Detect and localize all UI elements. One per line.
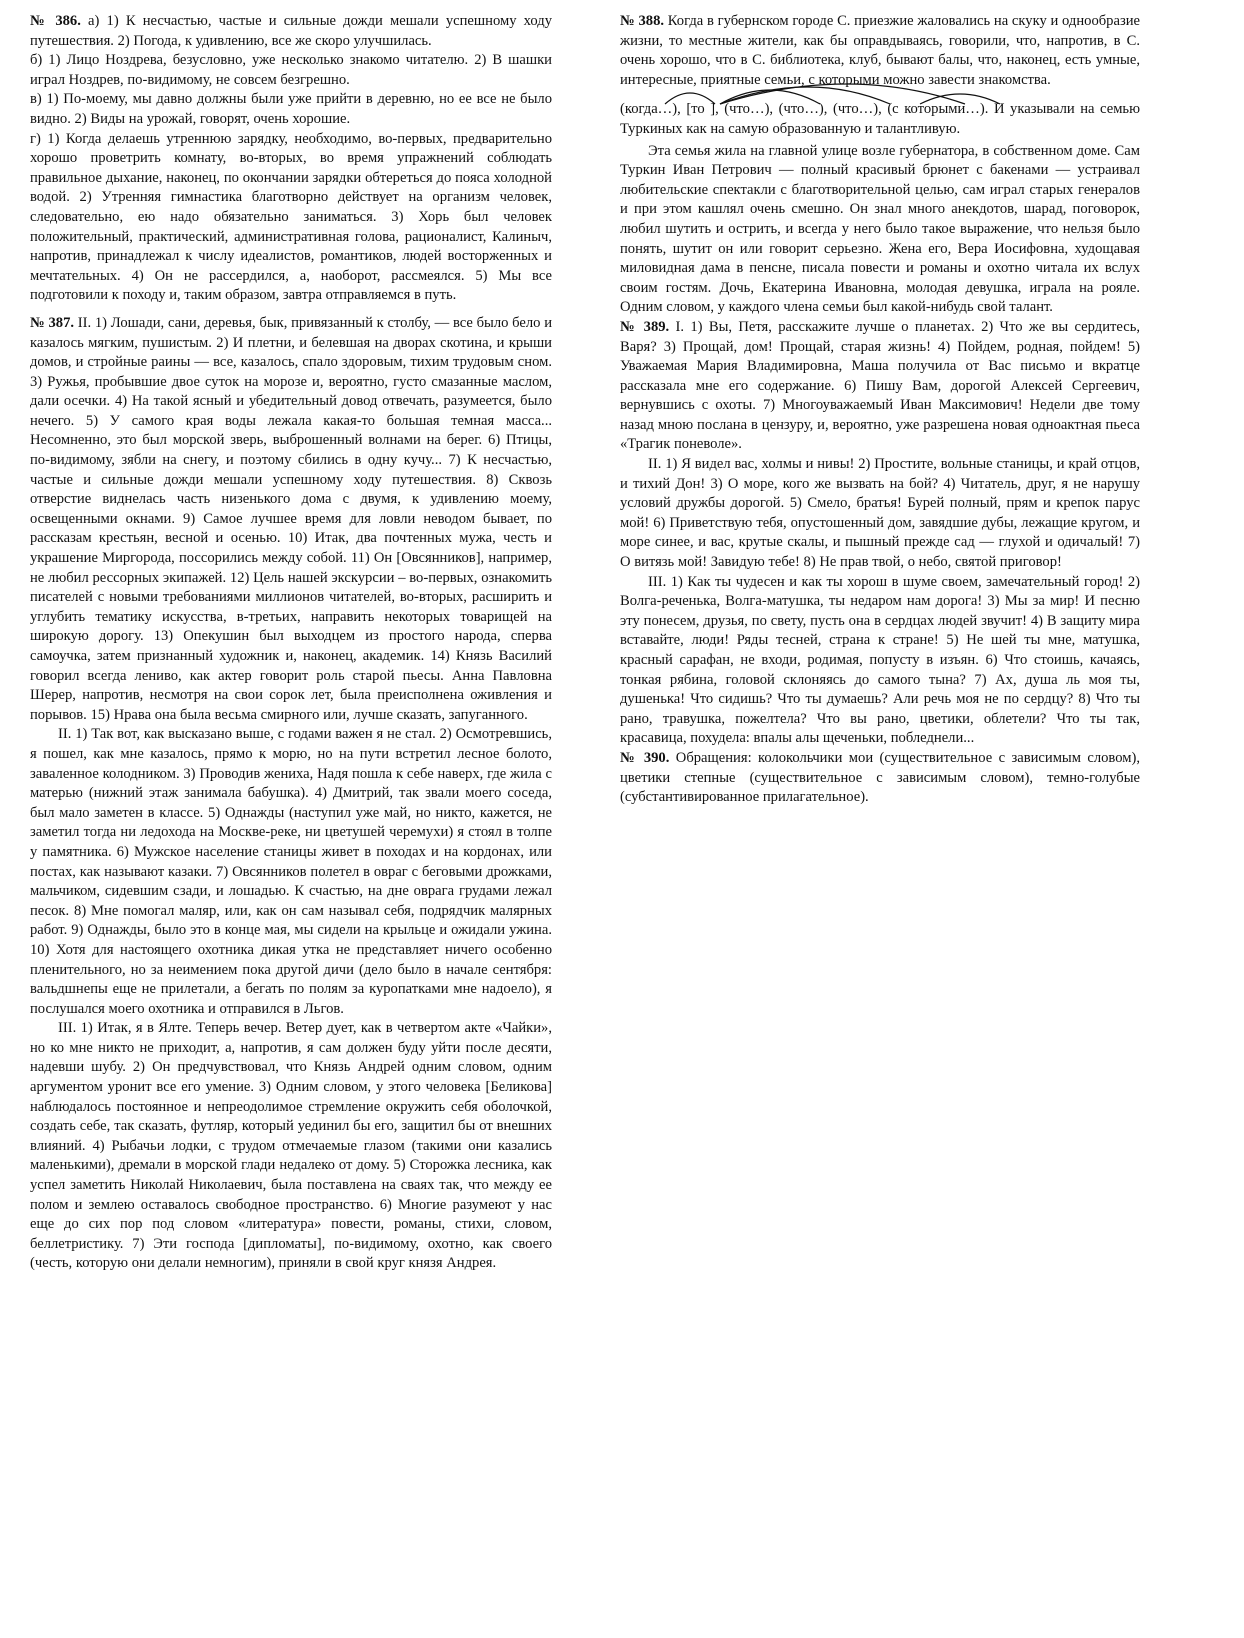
exercise-388-number: № 388. [620,13,665,29]
left-column [30,12,552,1274]
exercise-389-number: № 389. [620,318,670,335]
exercise-386-a: № 386. а) 1) К несчастью, частые и сильные дожди мешали успешному ходу путешествия. 2) Погода, к удивлению, все же скоро улучшилась. [30,13,552,49]
sentence-schema [620,100,1140,139]
exercise-387-part-3: III. 1) Итак, я в Ялте. Теперь вечер. Ветер дует, как в четвертом акте «Чайки», но ко мне никто не приходит, а, напротив, я сам должен буду уйти после десяти, надевши шубу. 2) Он предчувствовал, что Князь Андрей одним словом, одним аргументом уронит все его умение. 3) Одним словом, у этого человека [Беликова] наблюдалось постоянное и непреодолимое стремление окружить себя оболочкой, создать себе, так сказать, футляр, который уединил бы его, защитил бы от внешних влияний. 4) Рыбачьи лодки, с трудом отмечаемые глазом (такими они казались маленькими), дремали в морской глади недалеко от дому. 5) Сторожка лесника, как успел заметить Николай Николаевич, была поставлена на сваях так, что между ее полом и землею оставалось свободное пространство. 6) Многие разумеют у нас еще до сих пор под словом «литература» повести, романы, стихи, словом, беллетристику. 7) Эти господа [дипломаты], по-видимому, охотно, как своего (честь, которую они делали немногим), приняли в свой круг князя Андрея. [30,1020,552,1272]
schema-arrows-icon [620,78,1140,108]
exercise-389-part-2: II. 1) Я видел вас, холмы и нивы! 2) Простите, вольные станицы, и край отцов, и тихий Дон! 3) О море, кого же вызвать на бой? 4) Читатель, друг, я не нарушу условий дружбы дорогой. 5) Смело, братья! Бурей полный, прям и крепок парус мой! 6) Приветствую тебя, опустошенный дом, завядшие дубы, лежащие кругом, и море синее, и вас, крутые скалы, и пышный прежде сад — глухой и одичалый! 7) О витязь мой! Завидую тебе! 8) Не прав твой, о небо, святой приговор! [620,456,1140,571]
right-column [620,12,1140,808]
schema-text: (когда…), [то ], (что…), (что…), (что…), (с которыми…). И указывали на семью Туркиных как на самую образованную и талантливую. [620,101,1140,137]
exercise-386-g: г) 1) Когда делаешь утреннюю зарядку, необходимо, во-первых, предварительно хорошо проветрить комнату, во-вторых, во время упражнений соблюдать правильное дыхание, наконец, по окончании зарядки обтереться до пояса холодной водой. 2) Утренняя гимнастика благотворно действует на организм человек, следовательно, ею надо обязательно заниматься. 3) Хорь был человек положительный, практический, административная голова, рационалист, Калиныч, напротив, принадлежал к числу идеалистов, романтиков, людей восторженных и мечтательных. 4) Он не рассердился, а, наоборот, рассмеялся. 5) Мы все подготовили к походу и, таким образом, завтра отправляемся в путь. [30,130,552,304]
exercise-387-part-1: № 387. II. 1) Лошади, сани, деревья, бык, привязанный к столбу, — все было бело и казалось мягким, пушистым. 2) И плетни, и белевшая на дворах скотина, и крыши домов, и стройные раины — все, казалось, спало здоровым, тихим трудовым сном. 3) Ружья, пробывшие двое суток на морозе и, вероятно, густо смазанные маслом, дали осечки. 4) На такой ясный и убедительный довод отвечать, разумеется, было нечего. 5) У самого края воды лежала какая-то большая темная масса... Несомненно, это был морской зверь, выброшенный волнами на берег. 6) Птицы, по-видимому, зябли на снегу, и поэтому сбились в одну кучу... 7) К несчастью, частые и сильные дожди мешали успешному ходу путешествия. 8) Сквозь отверстие виднелась часть низенького дома с двумя, к удивлению моему, освещенными окнами. 9) Самое лучшее время для ловли неводом бывает, по рассказам крестьян, весной и осенью. 10) Итак, два почтенных мужа, честь и украшение Миргорода, поссорились между собой. 11) Он [Овсянников], например, не любил рессорных экипажей. 12) Цель нашей экскурсии – во-первых, ознакомить писателей с новыми требованиями миллионов читателей, во-вторых, расширить и углубить тематику искусства, в-третьих, направить некоторых товарищей на широкую дорогу. 13) Опекушин был выходцем из простого народа, сперва самоучка, затем признанный художник и, наконец, академик. 14) Князь Василий говорил всегда лениво, как актер говорит роль старой пьесы. Анна Павловна Шерер, напротив, несмотря на свои сорок лет, была преисполнена оживления и порывов. 15) Нрава она была весьма смирного или, лучше сказать, запуганного. [30,314,553,723]
exercise-387-number: № 387. [30,314,75,331]
exercise-388-continuation: Эта семья жила на главной улице возле губернатора, в собственном доме. Сам Туркин Иван Петрович — полный красивый брюнет с бакенами — устраивал любительские спектакли с благотворительной целью, сам играл старых генералов и при этом кашлял очень смешно. Он знал много анекдотов, шарад, поговорок, любил шутить и острить, и всегда у него было такое выражение, что нельзя было понять, шутит он или говорит серьезно. Жена его, Вера Иосифовна, худощавая миловидная дама в пенсне, писала повести и романы и охотно читала их вслух своим гостям. Дочь, Екатерина Ивановна, молодая девушка, играла на рояле. Одним словом, у каждого члена семьи был какой-нибудь свой талант. [620,142,1140,316]
exercise-386-number: № 386. [30,13,81,29]
exercise-386-b: б) 1) Лицо Ноздрева, безусловно, уже несколько знакомо читателю. 2) В шашки играл Ноздрев, по-видимому, не совсем безгрешно. [30,52,552,88]
exercise-390-number: № 390. [620,749,670,766]
exercise-387-part-2: II. 1) Так вот, как высказано выше, с годами важен я не стал. 2) Осмотревшись, я пошел, как мне казалось, прямо к морю, но на пути встретил лесное болото, заваленное колодником. 3) Проводив жениха, Надя пошла к себе наверх, где жила с матерью (нижний этаж занимала бабушка). 4) Дмитрий, так звали моего соседа, был мало заметен в классе. 5) Однажды (наступил уже май, но никто, кажется, не заметил тогда ни ледохода на Москве-реке, ни цветушей черемухи) я стоял в толпе у памятника. 6) Мужское население станицы живет в походах и на кордонах, или постах, как называют казаки. 7) Овсянников полетел в овраг с беговыми дрожками, мальчиком, сидевшим сзади, и лошадью. К счастью, на дне оврага грудами лежал песок. 8) Мне помогал маляр, или, как он сам называл себя, подрядчик малярных работ. 9) Однажды, было это в конце мая, мы сидели на крыльце и ожидали ужина. 10) Хотя для настоящего охотника дикая утка не представляет ничего особенно пленительного, но за неимением пока другой дичи (дело было в начале сентября: вальдшнепы еще не прилетали, а бегать по полям за куропатками мне надоело), я послушался моего охотника и отправился в Льгов. [30,726,552,1017]
exercise-386-v: в) 1) По-моему, мы давно должны были уже прийти в деревню, но ее все не было видно. 2) Виды на урожай, говорят, очень хорошие. [30,91,552,127]
exercise-390-text: № 390. Обращения: колокольчики мои (существительное с зависимым словом), цветики степные (существительное с зависимым словом), темно-голубые (субстантивированное прилагательное). [620,749,1140,806]
exercise-388-text: № 388. Когда в губернском городе С. приезжие жаловались на скуку и однообразие жизни, то местные жители, как бы оправдываясь, говорили, что, напротив, в С. очень хорошо, что в С. библиотека, клуб, бывают балы, что, наконец, есть умные, интересные, приятные семьи, с которыми можно завести знакомства. [620,13,1140,88]
exercise-389-part-3: III. 1) Как ты чудесен и как ты хорош в шуме своем, замечательный город! 2) Волга-реченька, Волга-матушка, ты недаром нам дорога! 3) Мы за мир! И песню эту понесем, друзья, по свету, пусть она в сердцах людей звучит! 4) В защиту мира вставайте, люди! Ряды тесней, страна к стране! 5) Не шей ты мне, матушка, красный сарафан, не входи, родимая, попусту в изъян. 6) Что стоишь, качаясь, тонкая рябина, головой склоняясь до самого тына? 7) Ах, душа ль моя ты, душенька! Что сидишь? Что ты думаешь? Али речь моя не по сердцу? 8) Что ты рано, травушка, пожелтела? Что вы рано, цветики, облетели? Что ты так, красавица, похудела: впалы алы щеченьки, побледнели... [620,573,1140,747]
exercise-389-part-1: № 389. I. 1) Вы, Петя, расскажите лучше о планетах. 2) Что же вы сердитесь, Варя? 3) Прощай, дом! Прощай, старая жизнь! 4) Пойдем, родная, пойдем! 5) Уважаемая Мария Владимировна, Маша получила от Вас письмо и вкратце рассказала мне его содержание. 6) Пишу Вам, дорогой Алексей Сергеевич, вернувшись с охоты. 7) Многоуважаемый Иван Максимович! Недели две тому назад мною послана в цензуру, и, вероятно, уже разрешена новая одноактная пьеса «Трагик поневоле». [620,318,1141,453]
